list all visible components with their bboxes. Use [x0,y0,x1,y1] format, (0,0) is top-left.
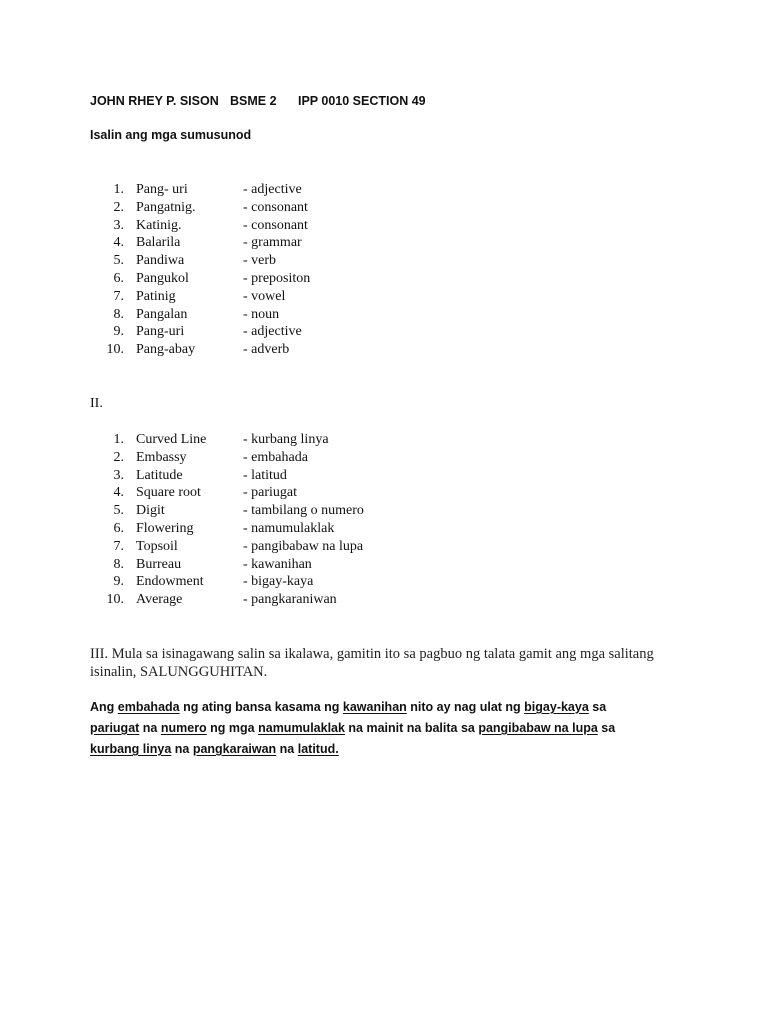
item-term: Embassy [136,449,187,465]
item-translation: - adjective [243,324,302,340]
item-translation: - pangibabaw na lupa [243,538,364,554]
item-translation: - noun [243,306,280,322]
item-term: Pang-abay [136,342,196,358]
underlined-word: bigay-kaya [524,700,589,714]
underlined-word: kurbang linya [90,742,172,756]
item-number: 2. [113,449,124,465]
paragraph-text: na mainit na balita sa [344,721,479,735]
item-number: 1. [113,182,124,197]
paragraph-text: ng mga [206,721,259,735]
section-label: IPP 0010 SECTION 49 [298,94,426,108]
item-term: Burreau [136,556,182,572]
item-translation: - adverb [243,342,290,358]
item-translation: - pangkaraniwan [243,592,337,608]
part-three-instruction: III. Mula sa isinagawang salin sa ikalawa, gamitin ito sa pagbuo ng talata gamit ang mga salitang isinalin, SALUNGGUHITAN. [90,646,654,680]
item-term: Patinig [136,288,176,304]
item-number: 4. [113,235,124,251]
item-term: Curved Line [136,432,207,447]
item-term: Balarila [136,235,181,251]
item-number: 3. [113,217,124,233]
item-term: Pandiwa [136,253,185,269]
item-translation: - consonant [243,199,308,215]
item-translation: - tambilang o numero [243,503,364,519]
document-header [90,94,426,108]
item-translation: - consonant [243,217,308,233]
underlined-word: numero [160,721,207,735]
item-translation: - pariugat [243,485,298,501]
item-term: Average [136,592,183,608]
item-translation: - kurbang linya [243,432,329,447]
paragraph-text: Ang [90,700,118,714]
item-translation: - latitud [243,467,287,483]
item-number: 8. [113,306,124,322]
item-number: 1. [113,432,124,447]
item-number: 7. [113,288,124,304]
item-term: Pangukol [136,270,189,286]
item-number: 6. [113,520,124,536]
item-translation: - verb [243,253,277,269]
underlined-word: kawanihan [342,700,407,714]
paragraph-text: sa [588,700,607,714]
item-number: 10. [106,342,124,358]
item-term: Digit [136,503,165,519]
instruction-text: Isalin ang mga sumusunod [90,128,252,142]
composed-paragraph [90,697,650,760]
paragraph-text: na [171,742,193,756]
item-number: 4. [113,485,124,501]
item-number: 9. [113,574,124,590]
item-term: Pang- uri [136,182,188,197]
underlined-word: pangkaraiwan [192,742,277,756]
item-translation: - bigay-kaya [243,574,314,590]
student-name: JOHN RHEY P. SISON [90,94,219,108]
item-term: Latitude [136,467,183,483]
item-term: Flowering [136,520,194,536]
paragraph-text: sa [597,721,616,735]
item-number: 3. [113,467,124,483]
paragraph-text: nito ay nag ulat ng [406,700,525,714]
paragraph-text: ng ating bansa kasama ng [179,700,343,714]
underlined-word: pangibabaw na lupa [478,721,598,735]
course-label: BSME 2 [230,94,277,108]
item-number: 5. [113,503,124,519]
item-translation: - prepositon [243,270,311,286]
section-two-label: II. [90,396,103,411]
item-number: 2. [113,199,124,215]
item-translation: - vowel [243,288,286,304]
item-translation: - adjective [243,182,302,197]
item-translation: - grammar [243,235,302,251]
item-term: Katinig. [136,217,182,233]
item-translation: - kawanihan [243,556,312,572]
item-term: Topsoil [136,538,178,554]
item-term: Pangatnig. [136,199,196,215]
underlined-word: embahada [117,700,180,714]
item-number: 8. [113,556,124,572]
item-number: 10. [106,592,124,608]
item-translation: - embahada [243,449,308,465]
paragraph-text: na [276,742,298,756]
paragraph-text: na [139,721,161,735]
item-number: 6. [113,270,124,286]
item-number: 7. [113,538,124,554]
item-term: Square root [136,485,201,501]
item-term: Pang-uri [136,324,185,340]
item-number: 5. [113,253,124,269]
item-term: Endowment [136,574,204,590]
underlined-word: namumulaklak [258,721,345,735]
underlined-word: pariugat [90,721,140,735]
item-number: 9. [113,324,124,340]
item-term: Pangalan [136,306,188,322]
item-translation: - namumulaklak [243,520,335,536]
underlined-word: latitud. [297,742,339,756]
